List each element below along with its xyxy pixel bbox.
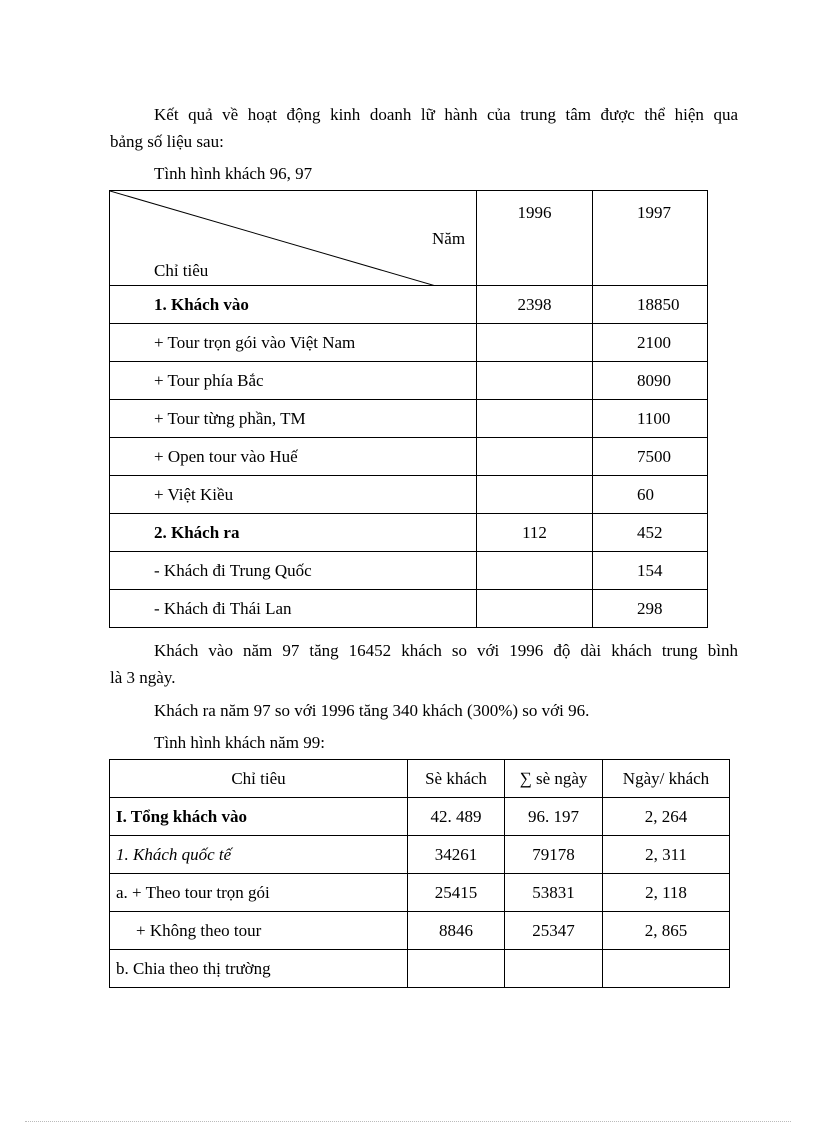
table-row [110,912,730,950]
header-1996: 1996 [477,191,593,286]
intro-line-2: bảng số liệu sau: [110,132,224,151]
table-row [110,590,708,628]
intro-line-1: Kết quả về hoạt động kinh doanh lữ hành của trung tâm được thể hiện qua [154,105,738,124]
value-1996 [477,324,593,362]
value-1997: 154 [593,552,708,590]
table-row [110,438,708,476]
value-1996 [477,438,593,476]
row-label: + Việt Kiều [110,476,477,514]
table-row [110,362,708,400]
value-ngay-khach: 2, 865 [603,912,730,950]
row-label: b. Chia theo thị trường [110,950,408,988]
table-row [110,514,708,552]
row-label: + Tour từng phần, TM [110,400,477,438]
value-so-khach [408,950,505,988]
table-row [110,552,708,590]
value-1997: 7500 [593,438,708,476]
value-ngay-khach: 2, 311 [603,836,730,874]
value-ngay-khach: 2, 264 [603,798,730,836]
diagonal-header-cell [110,191,477,286]
value-1996 [477,590,593,628]
header-1997: 1997 [593,191,708,286]
row-label: + Tour trọn gói vào Việt Nam [110,324,477,362]
row-label: + Tour phía Bắc [110,362,477,400]
row-label: 1. Khách vào [110,286,477,324]
table-row [110,286,708,324]
row-label: - Khách đi Trung Quốc [110,552,477,590]
page-bottom-divider [25,1121,791,1122]
value-so-khach: 25415 [408,874,505,912]
value-so-khach: 34261 [408,836,505,874]
value-1996 [477,476,593,514]
header-chi-tieu: Chỉ tiêu [110,760,408,798]
value-1996 [477,552,593,590]
table2-caption: Tình hình khách năm 99: [154,733,325,752]
value-1997: 298 [593,590,708,628]
analysis-line-3: Khách ra năm 97 so với 1996 tăng 340 khách (300%) so với 96. [154,701,590,720]
table-row [110,798,730,836]
value-1996 [477,362,593,400]
value-1997: 18850 [593,286,708,324]
table-row [110,874,730,912]
row-label: a. + Theo tour trọn gói [110,874,408,912]
header-chi-tieu: Chỉ tiêu [154,261,209,280]
value-ngay-khach [603,950,730,988]
table-khach-nam-99 [109,759,730,988]
value-so-ngay: 53831 [505,874,603,912]
value-so-khach: 42. 489 [408,798,505,836]
table-row [110,324,708,362]
header-ngay-khach: Ngày/ khách [603,760,730,798]
analysis-line-2: là 3 ngày. [110,668,176,687]
table-khach-96-97 [109,190,708,628]
value-1997: 60 [593,476,708,514]
analysis-line-1: Khách vào năm 97 tăng 16452 khách so với 1996 độ dài khách trung bình [154,641,738,660]
value-so-ngay: 96. 197 [505,798,603,836]
value-so-ngay: 25347 [505,912,603,950]
value-1997: 452 [593,514,708,552]
value-1996: 112 [477,514,593,552]
header-so-khach: Sè khách [408,760,505,798]
value-1997: 1100 [593,400,708,438]
row-label: I. Tổng khách vào [110,798,408,836]
row-label: - Khách đi Thái Lan [110,590,477,628]
value-1996 [477,400,593,438]
value-1997: 8090 [593,362,708,400]
value-ngay-khach: 2, 118 [603,874,730,912]
table1-caption: Tình hình khách 96, 97 [154,164,313,183]
value-1996: 2398 [477,286,593,324]
value-so-ngay [505,950,603,988]
row-label: 1. Khách quốc tế [110,836,408,874]
table-row [110,476,708,514]
table2-header-row [110,760,730,798]
row-label: 2. Khách ra [110,514,477,552]
value-1997: 2100 [593,324,708,362]
table-row [110,836,730,874]
table-row [110,400,708,438]
table1-header-row [110,191,708,286]
value-so-khach: 8846 [408,912,505,950]
header-nam: Năm [432,229,466,248]
value-so-ngay: 79178 [505,836,603,874]
row-label: + Không theo tour [110,912,408,950]
row-label: + Open tour vào Huế [110,438,477,476]
table-row [110,950,730,988]
header-tong-so-ngay: ∑ sè ngày [505,760,603,798]
